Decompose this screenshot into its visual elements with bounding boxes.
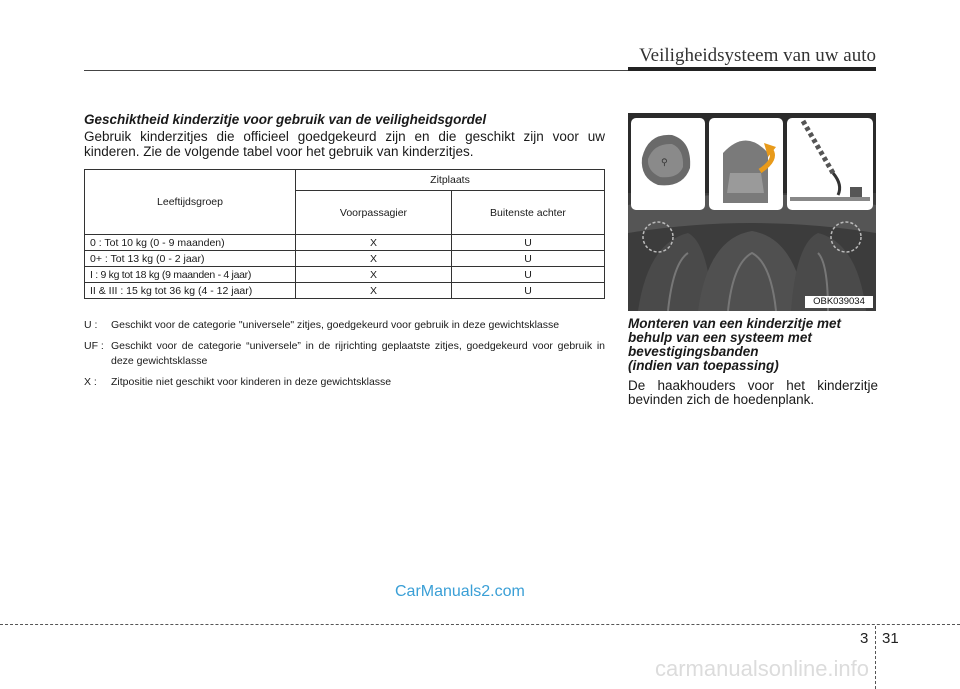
legend-key: UF : bbox=[84, 340, 104, 352]
table-cell-rear: U bbox=[452, 235, 605, 251]
child-seat-table bbox=[84, 169, 605, 299]
figure-code: OBK039034 bbox=[805, 296, 873, 308]
heading-line: behulp van een systeem met bbox=[628, 330, 812, 345]
legend-item bbox=[84, 318, 605, 333]
table-cell-rear: U bbox=[452, 251, 605, 267]
illustration-svg bbox=[628, 113, 876, 311]
table-row bbox=[85, 251, 605, 267]
table-cell-group: I : 9 kg tot 18 kg (9 maanden - 4 jaar) bbox=[85, 267, 296, 283]
intro-paragraph: Gebruik kinderzitjes die officieel goedgekeurd zijn en die geschikt zijn voor uw kinderen. Zie de volgende tabel voor het gebruik van kinderzitjes. bbox=[84, 129, 605, 159]
svg-text:⚲: ⚲ bbox=[661, 158, 668, 168]
right-heading bbox=[628, 317, 878, 373]
header-rule-accent bbox=[628, 67, 876, 71]
table-cell-group: II & III : 15 kg tot 36 kg (4 - 12 jaar) bbox=[85, 283, 296, 299]
table-cell-group: 0 : Tot 10 kg (0 - 9 maanden) bbox=[85, 235, 296, 251]
table-row bbox=[85, 267, 605, 283]
table-cell-front: X bbox=[296, 251, 452, 267]
table-header-front: Voorpassagier bbox=[296, 191, 452, 235]
legend-text: Geschikt voor de categorie “universele” in de rijrichting geplaatste zitjes, goedgekeurd voor gebruik in deze gewichtsklasse bbox=[111, 340, 605, 367]
legend-key: U : bbox=[84, 319, 98, 331]
table-cell-group: 0+ : Tot 13 kg (0 - 2 jaar) bbox=[85, 251, 296, 267]
heading-line: (indien van toepassing) bbox=[628, 358, 779, 373]
legend-text: Geschikt voor de categorie "universele" zitjes, goedgekeurd voor gebruik in deze gewichtsklasse bbox=[111, 319, 560, 331]
table-header-rear: Buitenste achter bbox=[452, 191, 605, 235]
table-row bbox=[85, 235, 605, 251]
page-number: 31 bbox=[882, 630, 899, 647]
heading-line: Monteren van een kinderzitje met bbox=[628, 316, 842, 331]
table-cell-front: X bbox=[296, 267, 452, 283]
legend-item bbox=[84, 375, 605, 390]
table-cell-front: X bbox=[296, 283, 452, 299]
footer-divider bbox=[0, 624, 960, 625]
table-cell-rear: U bbox=[452, 267, 605, 283]
heading-line: bevestigingsbanden bbox=[628, 344, 759, 359]
right-body: De haakhouders voor het kinderzitje bevinden zich de hoedenplank. bbox=[628, 378, 878, 407]
table-header-position: Zitplaats bbox=[296, 170, 605, 191]
table-row bbox=[85, 283, 605, 299]
legend-item bbox=[84, 339, 605, 369]
page-separator bbox=[875, 626, 876, 689]
header-title: Veiligheidsysteem van uw auto bbox=[639, 45, 876, 66]
table-header-group: Leeftijdsgroep bbox=[85, 170, 296, 235]
table-legend bbox=[84, 318, 605, 396]
table-cell-front: X bbox=[296, 235, 452, 251]
legend-text: Zitpositie niet geschikt voor kinderen in deze gewichtsklasse bbox=[111, 376, 392, 388]
legend-key: X : bbox=[84, 376, 97, 388]
chapter-number: 3 bbox=[860, 630, 869, 647]
footer-site-watermark: carmanualsonline.info bbox=[655, 656, 870, 681]
watermark-link[interactable]: CarManuals2.com bbox=[395, 583, 525, 600]
section-title: Geschiktheid kinderzitje voor gebruik van de veiligheidsgordel bbox=[84, 112, 487, 127]
tether-anchor-illustration bbox=[628, 113, 876, 311]
table-cell-rear: U bbox=[452, 283, 605, 299]
